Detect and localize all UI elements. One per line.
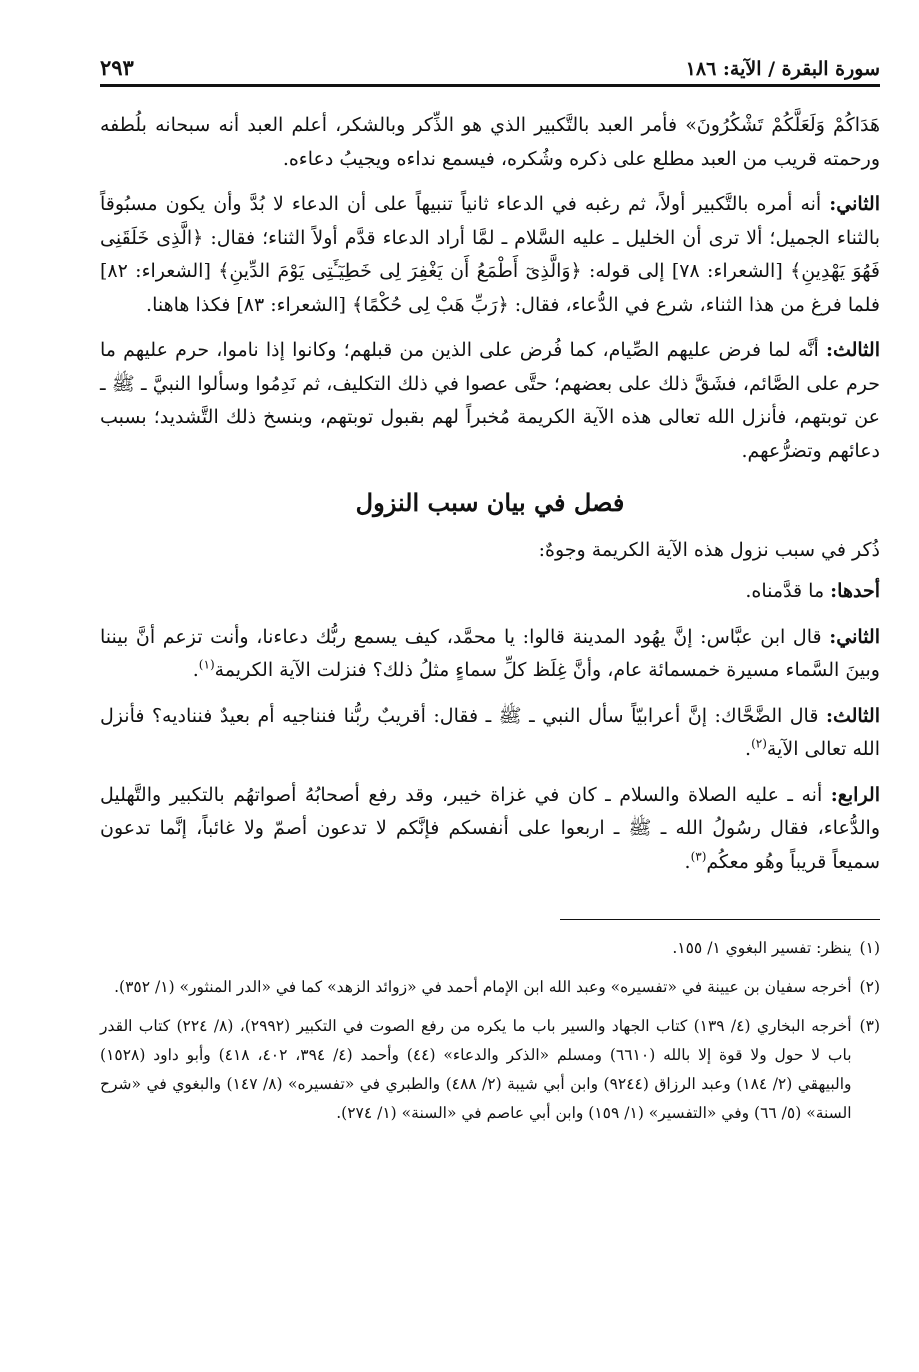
footnote (100, 1012, 880, 1128)
reason-text: أنه ـ عليه الصلاة والسلام ـ كان في غزاة خيبر، وقد رفع أصحابُهُ أصواتهُم بالتكبير والتَّهليل والدُّعاء، فقال رسُولُ الله ـ ﷺ ـ اربعوا على أنفسكم فإنَّكم لا تدعون أصمّ ولا غائباً، إنَّما تدعون سميعاً قريباً وهُو معكُم (100, 783, 880, 873)
footnote-number: (١) (859, 939, 880, 957)
footnote-text: أخرجه البخاري (٤/ ١٣٩) كتاب الجهاد والسير باب ما يكره من رفع الصوت في التكبير (٢٩٩٢)، (٨/ ٢٢٤) كتاب القدر باب لا حول ولا قوة إلا بالله (٦٦١٠) ومسلم «الذكر والدعاء» (٤٤) وأحمد (٤/ ٣٩٤، ٤٠٢، ٤١٨) وأبو داود (١٥٢٨) والبيهقي (٢/ ١٨٤) وعبد الرزاق (٩٢٤٤) وابن أبي شيبة (٢/ ٤٨٨) والطبري في «تفسيره» (٨/ ١٤٧) والبغوي في «شرح السنة» (٥/ ٦٦) وفي «التفسير» (١/ ١٥٩) وابن أبي عاصم في «السنة» (١/ ٢٧٤). (100, 1017, 852, 1122)
paragraph-text: هَدَاكُمْ وَلَعَلَّكُمْ تَشْكُرُونَ» فأمر العبد بالتَّكبير الذي هو الذِّكر وبالشكر، أعلم العبد أنه سبحانه بلُطفه ورحمته قريب من العبد مطلع على ذكره وشُكره، فيسمع نداءه ويجيبُ دعاءه. (100, 114, 880, 170)
page-number: ٢٩٣ (100, 55, 134, 80)
reason-third: الثالث: قال الضَّحَّاك: إنَّ أعرابيّاً سأل النبي ـ ﷺ ـ فقال: أقريبٌ ربُّنا فنناجيه أم بعيدٌ فنناديه؟ فأنزل الله تعالى الآية$^{(٢)}$. (100, 704, 880, 760)
running-header (100, 40, 880, 87)
paragraph-label: الثاني: (829, 193, 880, 215)
main-text (100, 109, 880, 1128)
footnote-divider (560, 919, 880, 920)
reason-text: قال الضَّحَّاك: إنَّ أعرابيّاً سأل النبي ـ ﷺ ـ فقال: أقريبٌ ربُّنا فنناجيه أم بعيدٌ فنناديه؟ فأنزل الله تعالى الآية (100, 704, 880, 760)
footnote (100, 934, 880, 963)
footnote-number: (٢) (859, 978, 880, 996)
reason-label: الثالث: (825, 704, 880, 727)
footnotes (100, 934, 880, 1128)
reason-second: الثاني: قال ابن عبَّاس: إنَّ يهُود المدينة قالوا: يا محمَّد، كيف يسمع ربُّك دعاءنا، وأنت تزعم أنَّ بيننا وبينَ السَّماء مسيرة خمسمائة عام، وأنَّ غِلَظ كلِّ سماءٍ مثلُ ذلك؟ فنزلت الآية الكريمة$^{(١)}$. (100, 625, 880, 681)
book-page (100, 40, 880, 1350)
reason-text: ما قدَّمناه. (745, 580, 831, 602)
paragraph-text: أنَّه لما فرض عليهم الصِّيام، كما فُرض على الذين من قبلهم؛ وكانوا إذا ناموا، حرم عليهم ما حرم على الصَّائم، فشَقَّ ذلك على بعضهم؛ حتَّى عصوا في ذلك التكليف، ثم نَدِمُوا وسألوا النبيَّ ـ ﷺ ـ عن توبتهم، فأنزل الله تعالى هذه الآية الكريمة مُخبراً لهم بقبول توبتهم، وبنسخ ذلك التَّشديد؛ بسبب دعائهم وتضرُّعهم. (100, 339, 880, 462)
paragraph-third (100, 334, 880, 468)
footnote (100, 973, 880, 1002)
paragraph-intro (100, 109, 880, 176)
footnote-marker[interactable]: (٣) (690, 849, 707, 864)
reason-label: الثاني: (829, 625, 880, 648)
section-intro: ذُكر في سبب نزول هذه الآية الكريمة وجوهٌ: (538, 538, 880, 561)
footnote-text: أخرجه سفيان بن عيينة في «تفسيره» وعبد الله ابن الإمام أحمد في «زوائد الزهد» كما في «الدر المنثور» (١/ ٣٥٢). (114, 978, 852, 996)
footnote-number: (٣) (859, 1017, 880, 1035)
reason-text: قال ابن عبَّاس: إنَّ يهُود المدينة قالوا: يا محمَّد، كيف يسمع ربُّك دعاءنا، وأنت تزعم أنَّ بيننا وبينَ السَّماء مسيرة خمسمائة عام، وأنَّ غِلَظ كلِّ سماءٍ مثلُ ذلك؟ فنزلت الآية الكريمة (100, 625, 880, 681)
reason-first (100, 575, 880, 609)
paragraph-second (100, 188, 880, 322)
reason-label: الرابع: (830, 783, 880, 806)
footnote-marker[interactable]: (٢) (751, 736, 767, 751)
footnote-marker[interactable]: (١) (198, 657, 215, 672)
paragraph-label: الثالث: (825, 339, 880, 361)
footnote-text: ينظر: تفسير البغوي ١/ ١٥٥. (672, 939, 852, 957)
reason-fourth: الرابع: أنه ـ عليه الصلاة والسلام ـ كان في غزاة خيبر، وقد رفع أصحابُهُ أصواتهُم بالتكبير والتَّهليل والدُّعاء، فقال رسُولُ الله ـ ﷺ ـ اربعوا على أنفسكم فإنَّكم لا تدعون أصمّ ولا غائباً، إنَّما تدعون سميعاً قريباً وهُو معكُم$^{(٣)}$. (100, 783, 880, 873)
section-heading: فصل في بيان سبب النزول (355, 488, 625, 517)
reason-label: أحدها: (830, 580, 880, 602)
surah-title: سورة البقرة / الآية: ١٨٦ (685, 58, 880, 80)
paragraph-text: أنه أمره بالتَّكبير أولاً، ثم رغبه في الدعاء ثانياً تنبيهاً على أن الدعاء لا بُدَّ وأن يكون مسبُوقاً بالثناء الجميل؛ ألا ترى أن الخليل ـ عليه السَّلام ـ لمَّا أراد الدعاء قدَّم أولاً الثناء؛ فقال: ﴿الَّذِى خَلَقَنِى فَهُوَ يَهْدِينِ﴾ [الشعراء: ٧٨] إلى قوله: ﴿وَالَّذِىٓ أَطْمَعُ أَن يَغْفِرَ لِى خَطِيٓـَٔتِى يَوْمَ الدِّينِ﴾ [الشعراء: ٨٢] فلما فرغ من هذا الثناء، شرع في الدُّعاء، فقال: ﴿رَبِّ هَبْ لِى حُكْمًا﴾ [الشعراء: ٨٣] فكذا هاهنا. (100, 193, 880, 316)
